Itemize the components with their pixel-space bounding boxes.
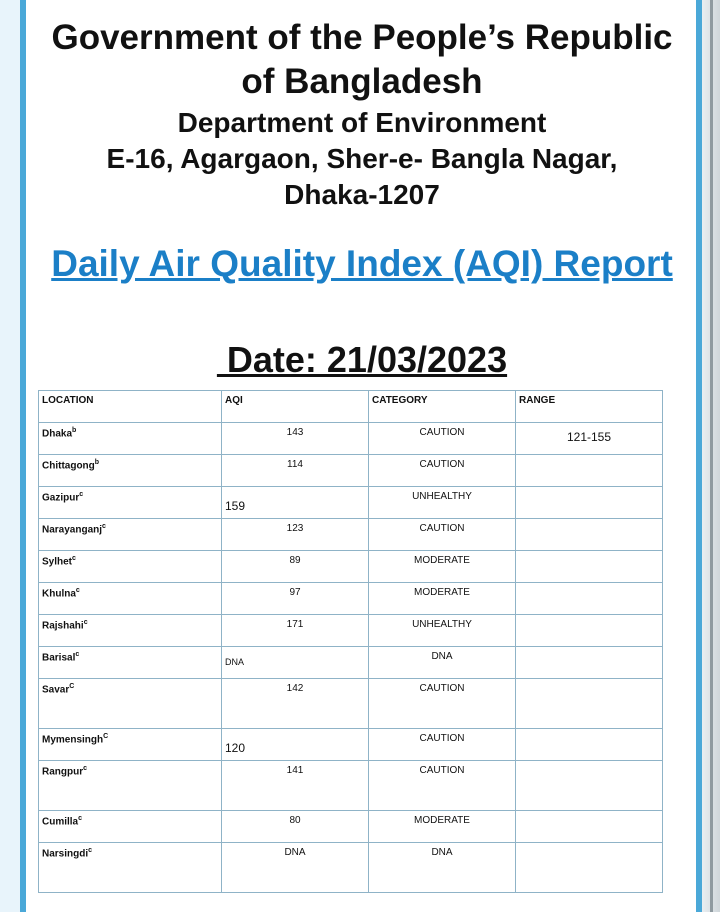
aqi-cell: 123 bbox=[222, 519, 369, 551]
location-cell bbox=[39, 487, 222, 519]
government-heading bbox=[30, 16, 694, 104]
location-footnote-mark: C bbox=[103, 733, 109, 740]
table-row bbox=[39, 455, 663, 487]
location-footnote-mark: c bbox=[75, 651, 80, 658]
range-cell bbox=[516, 583, 663, 615]
location-footnote-mark: b bbox=[72, 427, 77, 434]
aqi-cell: 120 bbox=[222, 729, 369, 761]
category-cell: DNA bbox=[369, 647, 516, 679]
location-cell bbox=[39, 615, 222, 647]
range-cell: 121-155 bbox=[516, 423, 663, 455]
department-heading bbox=[30, 105, 694, 213]
location-name: Rangpur bbox=[42, 766, 84, 778]
location-cell bbox=[39, 843, 222, 893]
table-row bbox=[39, 647, 663, 679]
range-cell bbox=[516, 679, 663, 729]
table-row bbox=[39, 843, 663, 893]
aqi-cell: 142 bbox=[222, 679, 369, 729]
location-footnote-mark: c bbox=[83, 619, 88, 626]
table-row bbox=[39, 551, 663, 583]
location-name: Savar bbox=[42, 684, 70, 696]
table-row bbox=[39, 679, 663, 729]
range-cell bbox=[516, 519, 663, 551]
location-footnote-mark: c bbox=[72, 555, 76, 562]
range-cell bbox=[516, 729, 663, 761]
table-header-row bbox=[39, 391, 663, 423]
location-cell bbox=[39, 679, 222, 729]
location-name: Khulna bbox=[42, 588, 76, 600]
range-cell bbox=[516, 843, 663, 893]
category-cell: UNHEALTHY bbox=[369, 487, 516, 519]
aqi-cell: DNA bbox=[222, 647, 369, 679]
location-footnote-mark: C bbox=[69, 683, 75, 690]
location-cell bbox=[39, 729, 222, 761]
category-cell: CAUTION bbox=[369, 761, 516, 811]
category-cell: CAUTION bbox=[369, 519, 516, 551]
table-row bbox=[39, 519, 663, 551]
report-date: Date: 21/03/2023 bbox=[216, 339, 508, 380]
left-margin bbox=[0, 0, 20, 912]
table-body bbox=[39, 423, 663, 893]
category-cell: MODERATE bbox=[369, 811, 516, 843]
location-footnote-mark: c bbox=[78, 815, 83, 822]
aqi-cell: 97 bbox=[222, 583, 369, 615]
location-name: Cumilla bbox=[42, 816, 79, 828]
location-name: Narsingdi bbox=[42, 848, 89, 860]
column-header-range: RANGE bbox=[516, 391, 663, 423]
table-row bbox=[39, 811, 663, 843]
range-cell bbox=[516, 761, 663, 811]
category-cell: CAUTION bbox=[369, 455, 516, 487]
location-cell bbox=[39, 583, 222, 615]
category-cell: CAUTION bbox=[369, 423, 516, 455]
range-cell bbox=[516, 455, 663, 487]
location-footnote-mark: b bbox=[94, 459, 100, 466]
location-cell bbox=[39, 761, 222, 811]
category-cell: CAUTION bbox=[369, 679, 516, 729]
location-name: Gazipur bbox=[42, 492, 80, 504]
column-header-category: CATEGORY bbox=[369, 391, 516, 423]
aqi-cell: 89 bbox=[222, 551, 369, 583]
location-name: Rajshahi bbox=[42, 620, 84, 632]
location-cell bbox=[39, 811, 222, 843]
table-row bbox=[39, 423, 663, 455]
aqi-cell: 141 bbox=[222, 761, 369, 811]
left-border-bar bbox=[20, 0, 26, 912]
table-row bbox=[39, 729, 663, 761]
right-scroll-edge bbox=[710, 0, 713, 912]
category-cell: UNHEALTHY bbox=[369, 615, 516, 647]
aqi-cell: 114 bbox=[222, 455, 369, 487]
category-cell: MODERATE bbox=[369, 583, 516, 615]
aqi-cell: 80 bbox=[222, 811, 369, 843]
location-cell bbox=[39, 519, 222, 551]
location-cell bbox=[39, 423, 222, 455]
range-cell bbox=[516, 551, 663, 583]
range-cell bbox=[516, 615, 663, 647]
aqi-cell: 171 bbox=[222, 615, 369, 647]
location-name: Chittagong bbox=[42, 460, 95, 472]
table-row bbox=[39, 487, 663, 519]
aqi-cell: DNA bbox=[222, 843, 369, 893]
location-footnote-mark: c bbox=[88, 847, 93, 854]
category-cell: DNA bbox=[369, 843, 516, 893]
column-header-location: LOCATION bbox=[39, 391, 222, 423]
address-line-2: Dhaka-1207 bbox=[284, 179, 440, 210]
location-name: Narayanganj bbox=[42, 524, 103, 536]
report-title: Daily Air Quality Index (AQI) Report bbox=[51, 243, 673, 284]
category-cell: CAUTION bbox=[369, 729, 516, 761]
category-cell: MODERATE bbox=[369, 551, 516, 583]
location-name: Dhaka bbox=[42, 428, 73, 440]
location-footnote-mark: c bbox=[79, 491, 84, 498]
location-cell bbox=[39, 455, 222, 487]
gov-line-2: of Bangladesh bbox=[241, 62, 483, 101]
location-cell bbox=[39, 647, 222, 679]
aqi-cell: 159 bbox=[222, 487, 369, 519]
table-row bbox=[39, 761, 663, 811]
address-line-1: E-16, Agargaon, Sher-e- Bangla Nagar, bbox=[106, 143, 618, 174]
aqi-cell: 143 bbox=[222, 423, 369, 455]
location-name: Mymensingh bbox=[42, 734, 104, 746]
location-footnote-mark: c bbox=[83, 765, 88, 772]
range-cell bbox=[516, 811, 663, 843]
location-name: Sylhet bbox=[42, 556, 73, 568]
aqi-table bbox=[38, 390, 663, 893]
gov-line-1: Government of the People’s Republic bbox=[51, 18, 673, 57]
table-row bbox=[39, 615, 663, 647]
range-cell bbox=[516, 647, 663, 679]
department-name: Department of Environment bbox=[177, 107, 547, 138]
range-cell bbox=[516, 487, 663, 519]
table-row bbox=[39, 583, 663, 615]
location-cell bbox=[39, 551, 222, 583]
location-footnote-mark: c bbox=[102, 523, 106, 530]
location-name: Barisal bbox=[42, 652, 76, 664]
location-footnote-mark: c bbox=[75, 587, 80, 594]
column-header-aqi: AQI bbox=[222, 391, 369, 423]
